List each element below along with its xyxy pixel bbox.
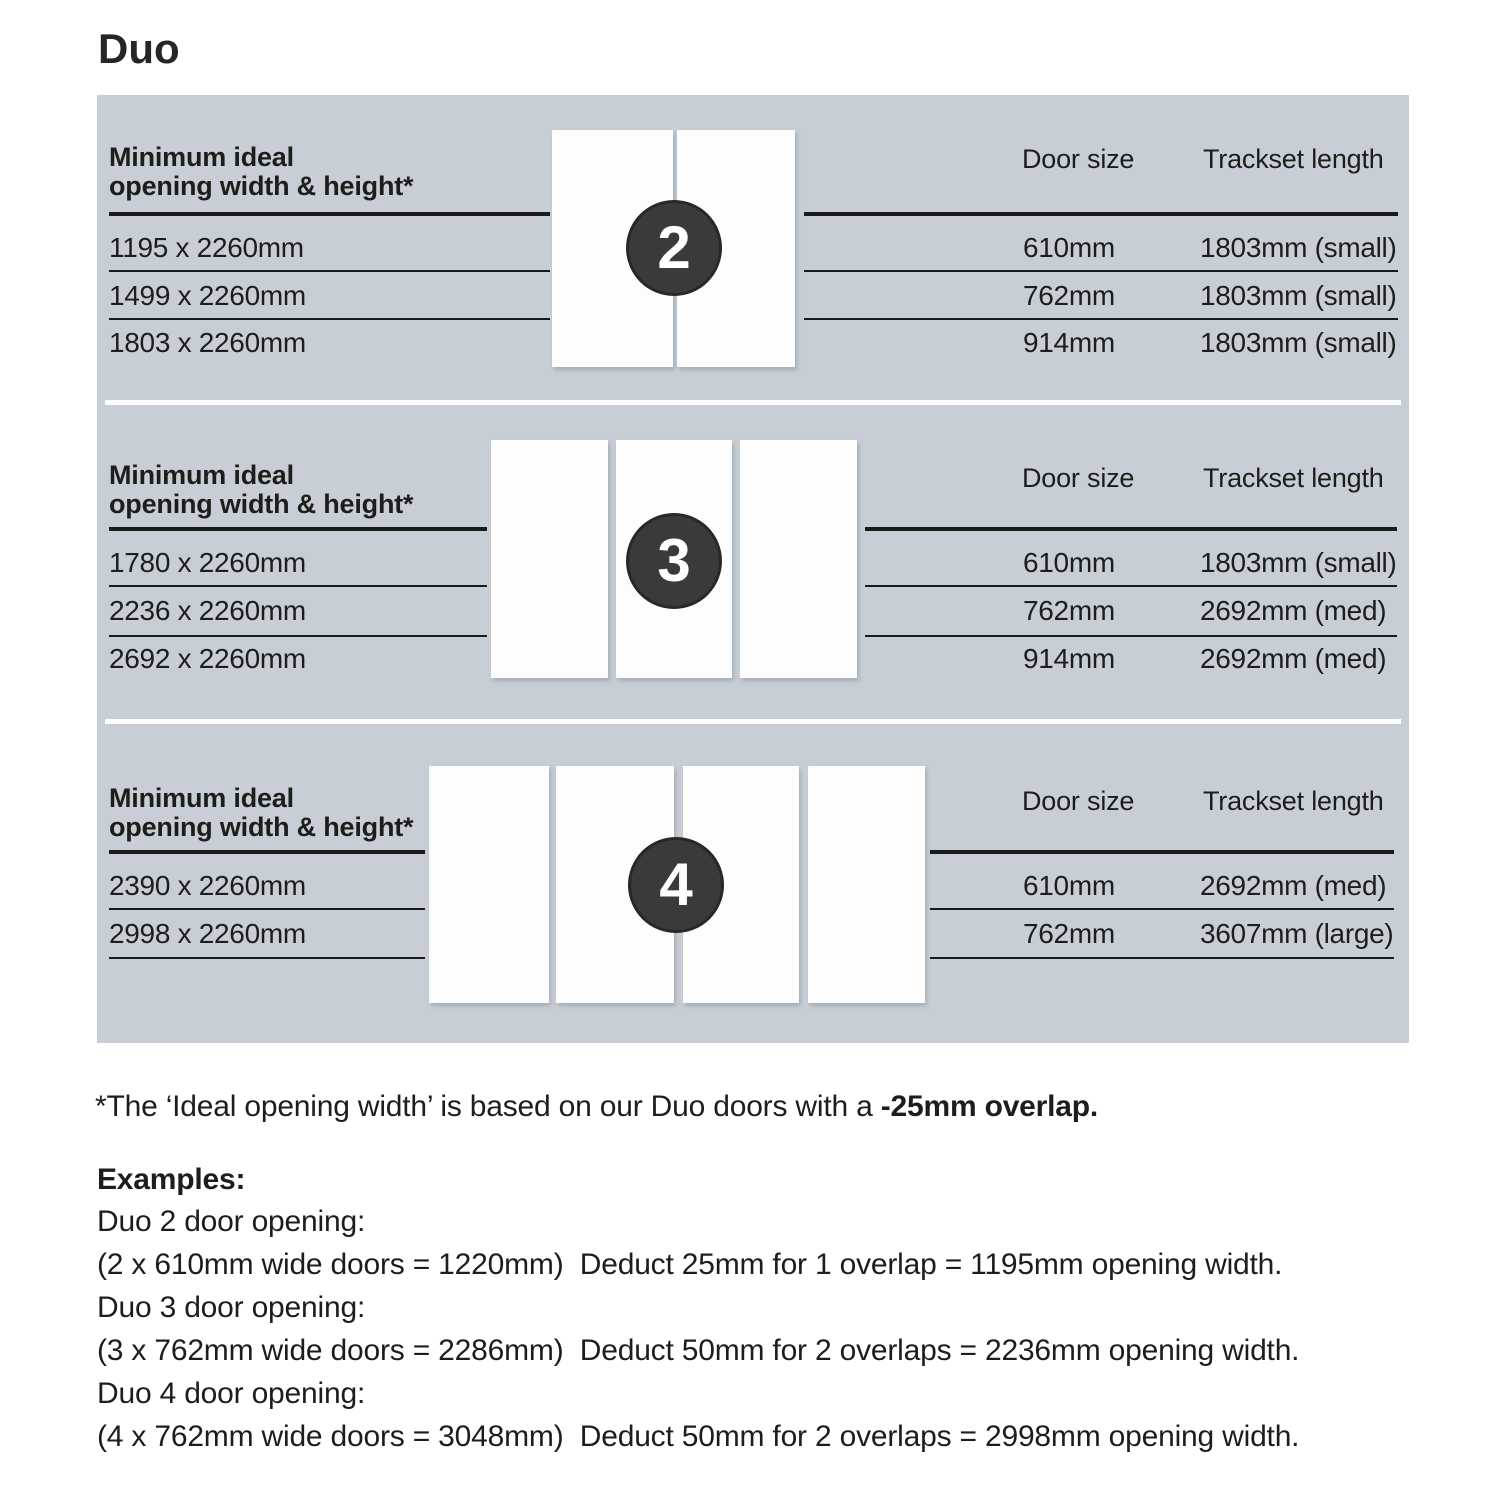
opening-size-header-line2: opening width & height* [109,812,414,842]
trackset-length-value: 2692mm (med) [1200,643,1387,674]
example-detail: (3 x 762mm wide doors = 2286mm) Deduct 50mm for 2 overlaps = 2236mm opening width. [97,1334,1300,1367]
trackset-length-value: 2692mm (med) [1200,870,1387,901]
row-rule [865,635,1397,637]
door-panel [740,440,857,678]
row-rule [109,270,550,272]
trackset-length-value: 1803mm (small) [1200,327,1397,358]
header-rule [109,212,550,216]
door-size-column-header: Door size [1022,463,1135,493]
example-detail: (4 x 762mm wide doors = 3048mm) Deduct 50mm for 2 overlaps = 2998mm opening width. [97,1420,1300,1453]
duo-sizing-panel [97,95,1409,1043]
door-size-value: 610mm [1023,232,1115,263]
footnote [95,1090,1098,1124]
door-size-column-header: Door size [1022,786,1135,816]
row-rule [109,318,550,320]
row-rule [930,957,1394,959]
door-count-badge [626,200,722,296]
row-rule [109,585,487,587]
opening-size-value: 1499 x 2260mm [109,280,306,311]
header-rule [930,850,1394,854]
footnote-text: *The ‘Ideal opening width’ is based on our Duo doors with a [95,1090,881,1123]
door-count-badge [626,513,722,609]
door-size-value: 762mm [1023,280,1115,311]
trackset-length-value: 3607mm (large) [1200,918,1394,949]
row-rule [109,908,425,910]
door-size-value: 610mm [1023,547,1115,578]
door-size-value: 762mm [1023,595,1115,626]
door-size-value: 914mm [1023,643,1115,674]
row-rule [804,318,1398,320]
door-count-badge [628,837,724,933]
trackset-length-value: 1803mm (small) [1200,547,1397,578]
door-count-number: 4 [659,851,693,918]
opening-size-value: 2998 x 2260mm [109,918,306,949]
trackset-length-value: 2692mm (med) [1200,595,1387,626]
opening-size-header-line2: opening width & height* [109,171,414,201]
opening-size-value: 2236 x 2260mm [109,595,306,626]
section-duo-4 [97,724,1409,1043]
opening-size-header-line1: Minimum ideal [109,460,294,490]
row-rule [804,270,1398,272]
page-title: Duo [98,25,180,72]
row-rule [109,957,425,959]
opening-size-value: 2692 x 2260mm [109,643,306,674]
door-size-value: 914mm [1023,327,1115,358]
example-label: Duo 2 door opening: [97,1205,366,1238]
header-rule [109,527,487,531]
trackset-length-column-header: Trackset length [1203,463,1384,493]
trackset-length-value: 1803mm (small) [1200,232,1397,263]
opening-size-header [109,143,413,201]
examples-heading: Examples: [97,1163,246,1196]
section-duo-3 [97,405,1409,719]
opening-size-header-line2: opening width & height* [109,489,414,519]
row-rule [930,908,1394,910]
opening-size-value: 1803 x 2260mm [109,327,306,358]
row-rule [865,585,1397,587]
header-rule [804,212,1398,216]
trackset-length-column-header: Trackset length [1203,144,1384,174]
example-detail: (2 x 610mm wide doors = 1220mm) Deduct 25mm for 1 overlap = 1195mm opening width. [97,1248,1283,1281]
row-rule [109,635,487,637]
opening-size-header [109,784,413,842]
example-label: Duo 4 door opening: [97,1377,366,1410]
section-duo-2 [97,95,1409,400]
trackset-length-value: 1803mm (small) [1200,280,1397,311]
header-rule [109,850,425,854]
door-count-number: 2 [657,214,691,281]
door-size-value: 610mm [1023,870,1115,901]
footnote-bold: -25mm overlap. [880,1090,1099,1123]
example-label: Duo 3 door opening: [97,1291,366,1324]
opening-size-value: 2390 x 2260mm [109,870,306,901]
opening-size-value: 1780 x 2260mm [109,547,306,578]
opening-size-value: 1195 x 2260mm [109,232,304,263]
header-rule [865,527,1397,531]
trackset-length-column-header: Trackset length [1203,786,1384,816]
door-panel [429,766,549,1003]
door-count-number: 3 [657,527,691,594]
opening-size-header-line1: Minimum ideal [109,783,294,813]
door-panel [491,440,608,678]
opening-size-header [109,461,413,519]
door-size-column-header: Door size [1022,144,1135,174]
opening-size-header-line1: Minimum ideal [109,142,294,172]
door-size-value: 762mm [1023,918,1115,949]
door-panel [808,766,925,1003]
